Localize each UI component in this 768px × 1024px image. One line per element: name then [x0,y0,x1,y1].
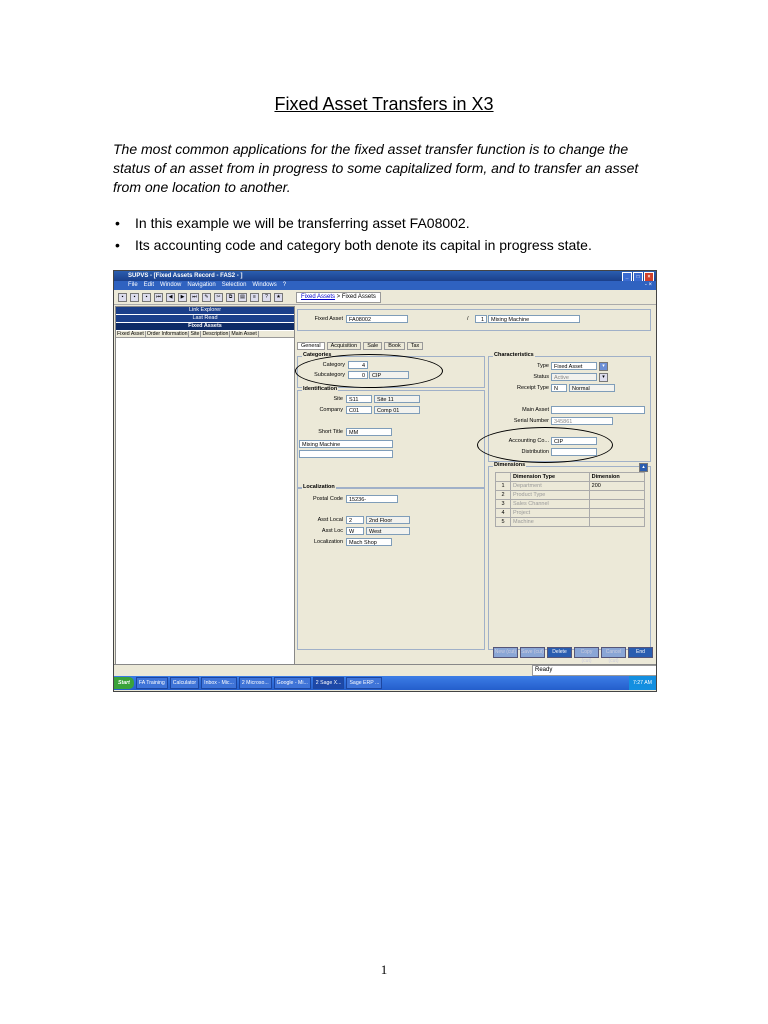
distribution-label: Distribution [521,449,549,455]
preview-icon[interactable]: ▪ [142,293,151,302]
serial-number-label: Serial Number [513,418,549,424]
close-icon[interactable]: × [644,272,654,282]
copy-icon[interactable]: ⧉ [226,293,235,302]
menu-file[interactable]: File [128,282,138,288]
receipt-type-input[interactable]: N [551,384,567,392]
tab-general[interactable]: General [297,342,325,350]
highlight-oval-accounting-code [477,427,613,463]
table-row[interactable] [496,518,645,527]
localization-caption: Localization [303,484,335,490]
cancel-button: Cancel (cut) [601,647,626,658]
first-record-icon[interactable]: ⏮ [154,293,163,302]
sort-icon[interactable]: ≡ [250,293,259,302]
long-title-input[interactable]: Mixing Machine [299,440,393,448]
menu-edit[interactable]: Edit [143,282,155,288]
separator: / [467,316,469,322]
highlight-oval-category [295,354,443,388]
status-bar [114,664,656,676]
taskbar-item[interactable]: Sage ERP ... [346,677,382,689]
dimension-cell[interactable] [589,491,644,500]
menu-window[interactable]: Window [160,282,182,288]
breadcrumb-link[interactable]: Fixed Assets [301,293,336,300]
asst-loc-label: Asst Loc [321,528,343,534]
action-buttons [493,647,653,664]
column-header[interactable]: Description [202,331,229,337]
tab-sale[interactable]: Sale [363,342,382,350]
characteristics-caption: Characteristics [494,352,534,358]
type-label: Type [537,363,549,369]
dimension-type-cell: Sales Channel [511,500,590,509]
row-number: 1 [496,482,511,491]
category-input[interactable]: 4 [348,361,368,369]
taskbar-item[interactable]: 2 Sage X... [313,677,345,689]
long-title-input-2[interactable] [299,450,393,458]
main-asset-input[interactable] [551,406,645,414]
asst-loc-desc: West [366,527,410,535]
taskbar-item[interactable]: 2 Microso... [239,677,272,689]
link-explorer-bar[interactable]: Link Explorer [116,307,294,315]
asst-local-desc: 2nd Floor [366,516,410,524]
next-record-icon[interactable]: ▶ [178,293,187,302]
maximize-icon[interactable]: □ [633,272,643,282]
windows-taskbar [114,676,656,690]
column-header[interactable]: Order Information [146,331,188,337]
delete-button[interactable]: Delete [547,647,572,658]
taskbar-item[interactable]: FA Training [136,677,168,689]
subcategory-label: Subcategory [314,372,345,378]
tab-tax[interactable]: Tax [407,342,424,350]
column-header[interactable]: Site [190,331,200,337]
chevron-down-icon[interactable]: ▾ [599,362,608,371]
intro-paragraph: The most common applications for the fixed asset transfer function is to change the status of an asset from in progress to some capitalized form, and to transfer an asset from one location to another. [113,141,639,195]
taskbar-item[interactable]: Inbox - Mic... [201,677,237,689]
start-button[interactable]: Start [114,677,134,689]
dimensions-caption: Dimensions [494,462,526,468]
postal-code-input[interactable]: 15236- [346,495,398,503]
asst-local-label: Asst Local [317,517,343,523]
dimension-type-cell: Machine [511,518,590,527]
menu-help[interactable]: ? [282,282,287,288]
dimension-type-cell: Department [511,482,590,491]
postal-code-label: Postal Code [313,496,343,502]
row-number: 4 [496,509,511,518]
asst-loc-input[interactable]: W [346,527,364,535]
description-input[interactable]: Mixing Machine [488,315,580,323]
short-title-label: Short Title [318,429,343,435]
company-desc: Comp 01 [374,406,420,414]
identification-caption: Identification [303,386,338,392]
menu-bar [114,281,656,290]
form-panel [295,306,655,664]
previous-record-icon[interactable]: ◀ [166,293,175,302]
dimension-type-cell: Project [511,509,590,518]
minimize-icon[interactable]: _ [622,272,632,282]
print-icon[interactable]: ▪ [130,293,139,302]
table-row[interactable] [496,491,645,500]
expand-icon[interactable]: ▴ [639,463,648,472]
main-asset-label: Main Asset [522,407,549,413]
menu-windows[interactable]: Windows [252,282,277,288]
status-text: Ready [532,665,657,676]
sequence-input[interactable]: 1 [475,315,487,323]
last-read-bar[interactable]: Last Read [116,315,294,323]
table-row[interactable] [496,500,645,509]
localization-section [297,484,485,650]
site-label: Site [333,396,343,402]
subcategory-input[interactable]: 0 [348,371,368,379]
row-number: 5 [496,518,511,527]
row-number: 2 [496,491,511,500]
fixed-asset-label: Fixed Asset [314,316,343,322]
dimension-type-cell: Product Type [511,491,590,500]
dimension-cell[interactable] [589,509,644,518]
new-button: New (cut) [493,647,518,658]
table-row[interactable] [496,509,645,518]
menu-selection[interactable]: Selection [221,282,247,288]
edit-icon[interactable]: ✎ [202,293,211,302]
end-button[interactable]: End [628,647,653,658]
table-row[interactable] [496,482,645,491]
receipt-type-desc: Normal [569,384,615,392]
taskbar-item[interactable]: Google - Mi... [274,677,311,689]
categories-caption: Categories [303,352,332,358]
asst-local-input[interactable]: 2 [346,516,364,524]
status-label: Status [533,374,549,380]
category-label: Category [322,362,345,368]
copy-button: Copy (cut) [574,647,599,658]
accounting-code-input[interactable]: CIP [551,437,597,445]
column-header[interactable]: Dimension Type [511,473,590,482]
accounting-code-label: Accounting Co... [508,438,549,444]
dimension-cell[interactable] [589,518,644,527]
column-header[interactable]: Fixed Asset [117,331,144,337]
localization-input[interactable]: Mach Shop [346,538,392,546]
page-number: 1 [380,962,388,977]
identification-section [297,386,485,488]
fixed-asset-input[interactable]: FA08002 [346,315,408,323]
window-titlebar [114,271,656,281]
taskbar-item[interactable]: Calculator [170,677,199,689]
browser-columns [116,331,294,338]
tab-bar [297,342,423,350]
company-label: Company [319,407,343,413]
dimension-cell[interactable] [589,500,644,509]
clock: 7:27 AM [629,676,656,690]
save-icon[interactable]: ▪ [118,293,127,302]
dimension-cell[interactable]: 200 [589,482,644,491]
save-button: Save (cut) [520,647,545,658]
bullet-list [113,212,673,256]
last-record-icon[interactable]: ⏭ [190,293,199,302]
page-title: Fixed Asset Transfers in X3 [274,94,494,114]
toolbar [114,290,656,305]
column-header[interactable]: Main Asset [231,331,257,337]
bullet-item: • In this example we will be transferring asset FA08002. [113,212,673,234]
favorite-icon[interactable]: ★ [274,293,283,302]
x3-screenshot [113,270,657,692]
tab-book[interactable]: Book [384,342,405,350]
left-panel [115,306,295,666]
bullet-item: • Its accounting code and category both denote its capital in progress state. [113,234,673,256]
help-icon[interactable]: ? [262,293,271,302]
tab-acquisition[interactable]: Acquisition [327,342,362,350]
cut-icon[interactable]: ✂ [214,293,223,302]
table-header-row [496,473,645,482]
paste-icon[interactable]: ▤ [238,293,247,302]
subcategory-desc: CIP [369,371,409,379]
type-select[interactable]: Fixed Asset [551,362,597,370]
site-desc: Site 11 [374,395,420,403]
breadcrumb: Fixed Assets > Fixed Assets [296,292,381,303]
status-select: Active [551,373,597,381]
row-number: 3 [496,500,511,509]
mdi-controls[interactable]: - × [644,282,652,288]
window-title: SUPVS - [Fixed Assets Record - FAS2 - ] [128,273,243,279]
site-input[interactable]: S11 [346,395,372,403]
serial-number-input[interactable]: 345861 [551,417,613,425]
dimensions-table [495,472,645,527]
fixed-assets-bar[interactable]: Fixed Assets [116,323,294,331]
chevron-down-icon: ▾ [599,373,608,382]
menu-navigation[interactable]: Navigation [187,282,216,288]
company-input[interactable]: C01 [346,406,372,414]
receipt-type-label: Receipt Type [516,385,549,391]
short-title-input[interactable]: MM [346,428,392,436]
column-header[interactable]: Dimension [589,473,644,482]
localization-label: Localization [313,539,343,545]
